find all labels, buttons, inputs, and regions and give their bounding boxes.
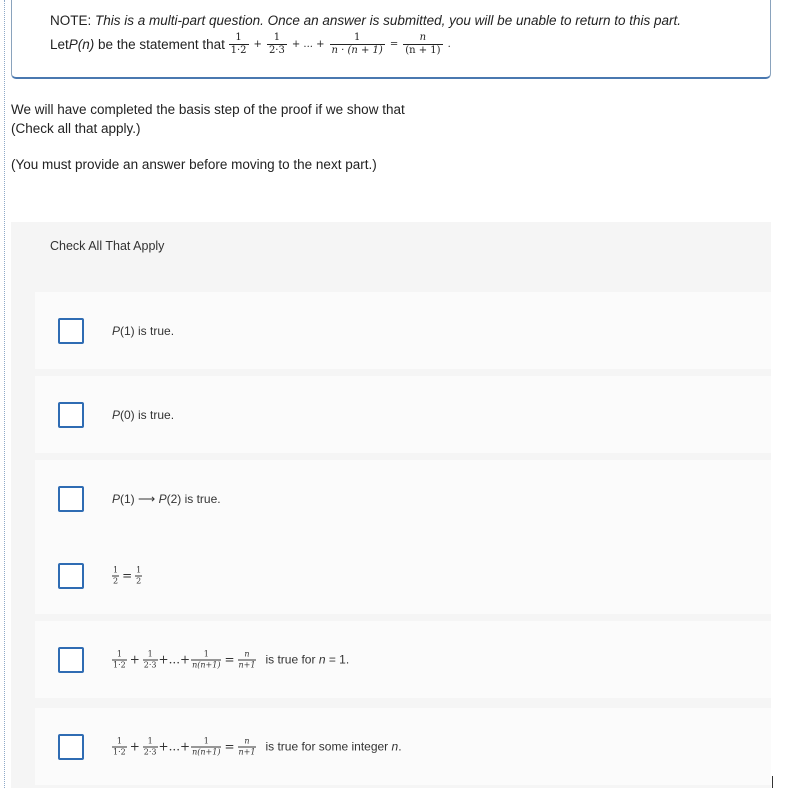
- checkbox[interactable]: [58, 318, 84, 344]
- option-label: $\frac{1}{1\cdot 2}$ + $\frac{1}{2\cdot 3}$ +...+ $\frac{1}{n(n+1)}$ = $\frac{n}{n+1}$ is true for some integer n .: [113, 736, 402, 756]
- option-p0-true[interactable]: [35, 376, 771, 453]
- check-all-panel: [11, 222, 771, 788]
- plus-sign: +: [253, 39, 262, 50]
- checkbox[interactable]: [58, 734, 84, 760]
- statement-mid: be the statement that: [94, 37, 229, 52]
- checkbox[interactable]: [58, 402, 84, 428]
- ellipsis-sum: + ... +: [291, 39, 325, 50]
- checkbox[interactable]: [58, 563, 84, 589]
- option-label: $\frac{1}{2}$ = $\frac{1}{2}$: [113, 565, 142, 585]
- option-label: P (1) ⟶ P (2) is true.: [112, 491, 221, 506]
- option-sum-true-for-n1[interactable]: [35, 621, 771, 698]
- note-text: [50, 13, 681, 28]
- fraction-1-over-2x3: $\frac{1}{2\cdot 3}$: [268, 32, 285, 56]
- option-half-equals-half[interactable]: [35, 537, 771, 614]
- option-label: P (0) is true.: [112, 407, 175, 422]
- option-p1-implies-p2[interactable]: [35, 460, 771, 537]
- basis-step-prompt: We will have completed the basis step of the proof if we show that (Check all that apply.): [11, 102, 405, 136]
- statement-var: P(n): [68, 37, 95, 52]
- statement-lead: Let: [50, 37, 69, 52]
- option-sum-true-for-some-n[interactable]: [35, 708, 771, 785]
- fraction-1-over-n-n-plus-1: $\frac{1}{n \cdot (n + 1)}$: [331, 32, 383, 56]
- text-cursor: [772, 776, 773, 788]
- left-dotted-border: [4, 0, 5, 788]
- note-prefix: NOTE:: [50, 13, 96, 28]
- fraction-1-over-1x2: $\frac{1}{1\cdot 2}$: [230, 32, 247, 56]
- option-label: P (1) is true.: [112, 323, 175, 338]
- period: .: [447, 39, 451, 50]
- panel-header: Check All That Apply: [50, 239, 165, 253]
- must-answer-notice: (You must provide an answer before moving to the next part.): [11, 157, 377, 172]
- fraction-n-over-n-plus-1: $\frac{n}{(n + 1)}$: [405, 32, 441, 56]
- checkbox[interactable]: [58, 647, 84, 673]
- checkbox[interactable]: [58, 486, 84, 512]
- option-label: $\frac{1}{1\cdot 2}$ + $\frac{1}{2\cdot 3}$ +...+ $\frac{1}{n(n+1)}$ = $\frac{n}{n+1}$ is true for n = 1.: [113, 649, 350, 669]
- statement-line: [50, 33, 456, 56]
- equals-sign: =: [389, 39, 399, 50]
- option-p1-true[interactable]: [35, 292, 771, 369]
- fraction-one-half: $\frac{1}{2}$: [113, 565, 119, 585]
- note-italic: This is a multi-part question. Once an answer is submitted, you will be unable to return to this part.: [95, 13, 682, 28]
- fraction-one-half: $\frac{1}{2}$: [136, 565, 142, 585]
